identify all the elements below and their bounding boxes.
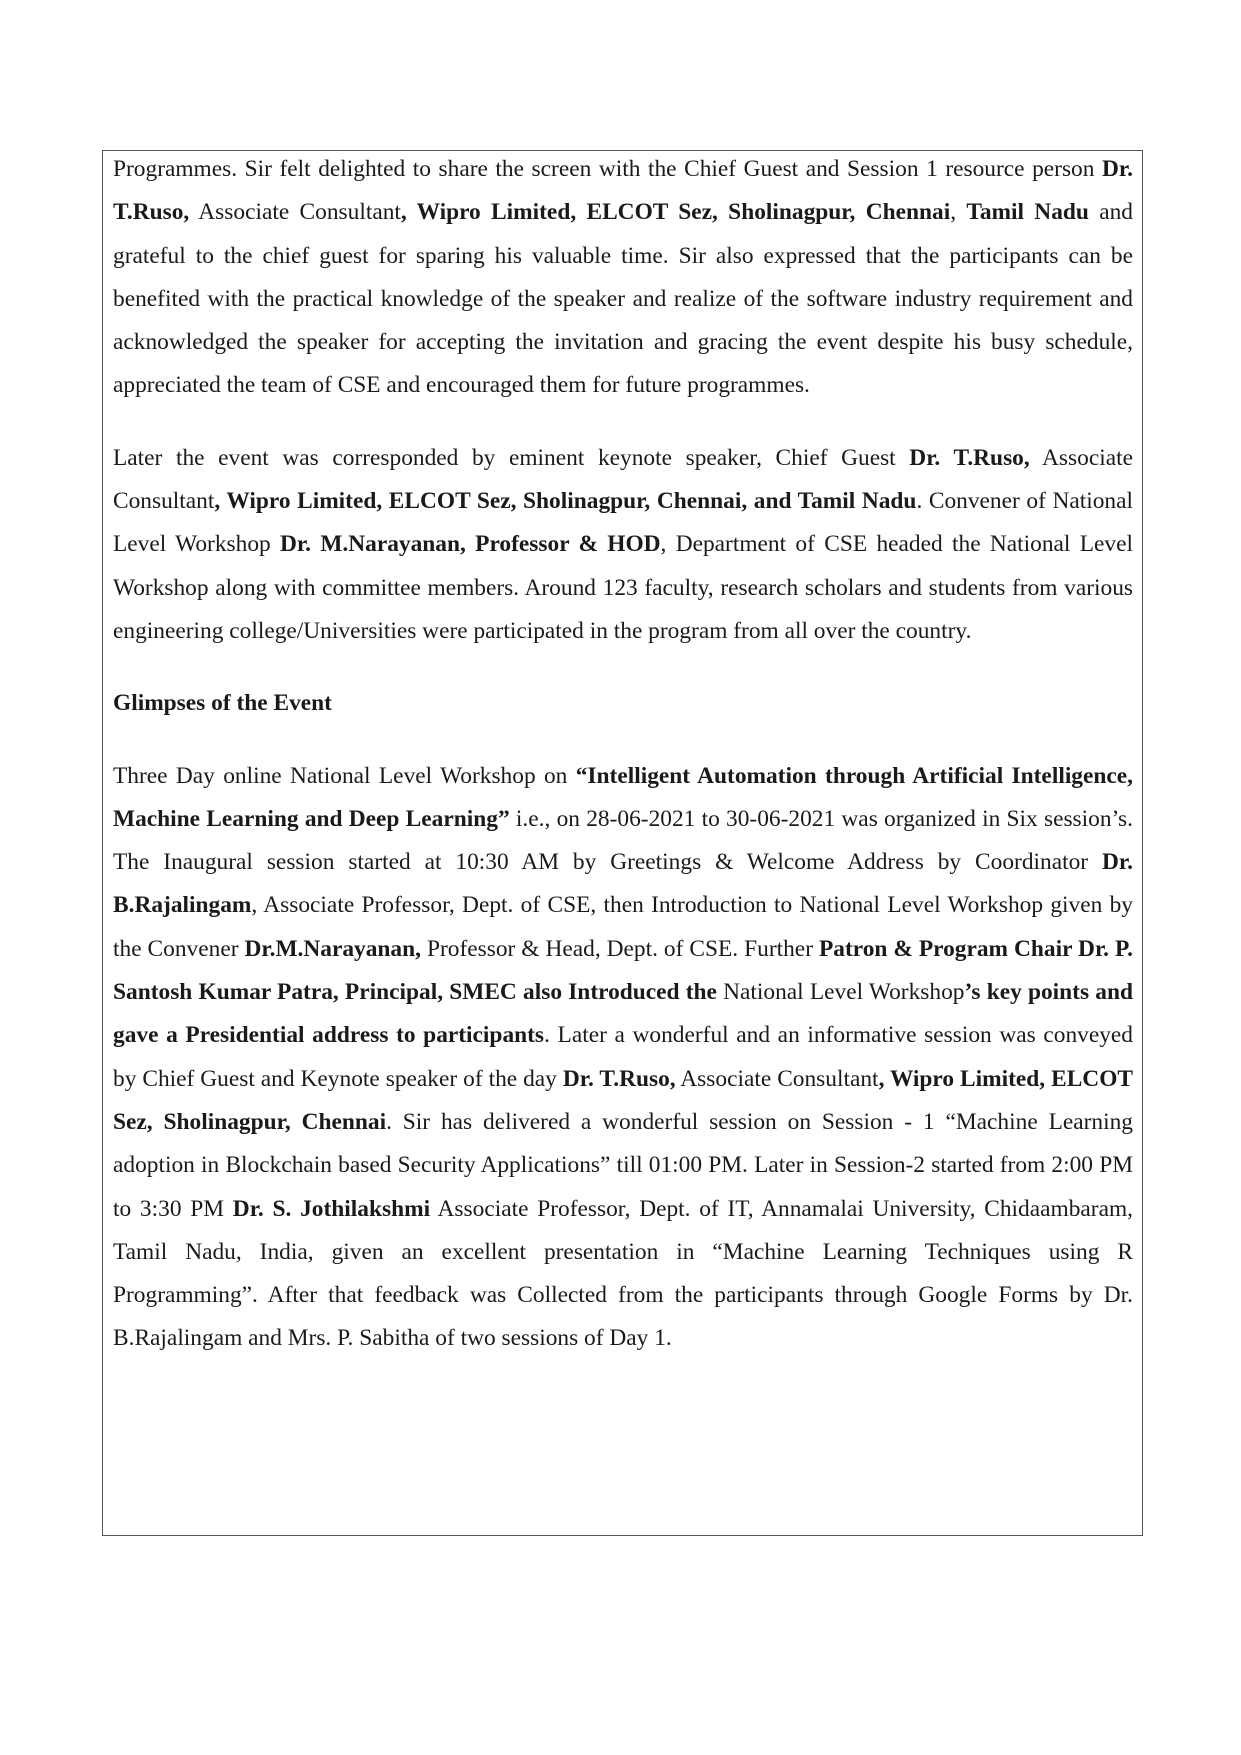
text-run: Associate Consultant [113,444,1133,515]
text-run: Professor & Head, Dept. of CSE. Further [420,935,819,962]
text-run: Associate Consultant [189,199,401,226]
text-run: Associate Consultant [675,1065,879,1092]
bold-text-run: Dr. S. Jothilakshmi [232,1195,431,1222]
bold-text-run: Dr. T.Ruso, [113,156,1133,226]
text-run: , [950,199,967,226]
bold-text-run: , Wipro Limited, ELCOT Sez, Sholinagpur, Chennai [113,1065,1133,1135]
bold-text-run: , Wipro Limited, ELCOT Sez, Sholinagpur, Chennai [400,199,951,226]
text-run: i.e., on 28-06-2021 to 30-06-2021 was organized in Six session’s. The Inaugural session started at 10:30 AM by Greetings & Welcome Address by Coordinator [113,805,1133,876]
text-run: Three Day online National Level Workshop on [113,762,576,789]
text-run: . Later a wonderful and an informative session was conveyed by Chief Guest and Keynote speaker of the day [113,1022,1133,1092]
paragraph-event-glimpses [113,755,1133,1361]
bold-text-run: Dr. B.Rajalingam [113,849,1133,919]
bold-text-run: Patron & Program Chair Dr. P. Santosh Kumar Patra, Principal, SMEC also Introduced the [113,935,1133,1006]
bold-text-run: , Wipro Limited, ELCOT Sez, Sholinagpur, Chennai, and Tamil Nadu [214,488,917,515]
bold-text-run: Dr.M.Narayanan, [244,935,421,962]
text-run: and grateful to the chief guest for sparing his valuable time. Sir also expressed that the participants can be benefited with the practical knowledge of the speaker and realize of the software industry requirement and acknowledged the speaker for accepting the invitation and gracing the event despite his busy schedule, appreciated the team of CSE and encouraged them for future programmes. [113,199,1133,399]
text-run: Associate Professor, Dept. of IT, Annamalai University, Chidaambaram, Tamil Nadu, India, given an excellent presentation in “Machine Learning Techniques using R Programming”. After that feedback was Collected from the participants through Google Forms by Dr. B.Rajalingam and Mrs. P. Sabitha of two sessions of Day 1. [113,1195,1134,1352]
section-heading: Glimpses of the Event [113,690,332,717]
bold-text-run: ’s key points and gave a Presidential address to participants [113,979,1133,1049]
text-run: National Level Workshop [716,979,965,1006]
bold-text-run: “Intelligent Automation through Artificial Intelligence, Machine Learning and Deep Learning” [113,762,1134,832]
text-run: , Department of CSE headed the National Level Workshop along with committee members. Around 123 faculty, research scholars and students from various engineering college/Universities were participated in the program from all over the country. [113,531,1133,644]
bold-text-run: Dr. T.Ruso, [562,1065,676,1092]
bold-text-run: Tamil Nadu [966,199,1089,226]
document-body [113,148,1133,1390]
text-run: . Sir has delivered a wonderful session on Session - 1 “Machine Learning adoption in Blockchain based Security Applications” till 01:00 PM. Later in Session-2 started from 2:00 PM to 3:30 PM [113,1108,1133,1222]
paragraph-inauguration-remarks [113,148,1133,408]
bold-text-run: Dr. M.Narayanan, Professor & HOD [280,531,661,558]
text-run: . Convener of National Level Workshop [113,488,1133,558]
text-run: , Associate Professor, Dept. of CSE, then Introduction to National Level Workshop given by the Convener [113,892,1133,962]
paragraph-keynote-speaker [113,437,1133,653]
bold-text-run: Dr. T.Ruso, [909,444,1030,471]
text-run: Programmes. Sir felt delighted to share the screen with the Chief Guest and Session 1 resource person [113,156,1103,182]
text-run: Later the event was corresponded by eminent keynote speaker, Chief Guest [113,444,910,471]
